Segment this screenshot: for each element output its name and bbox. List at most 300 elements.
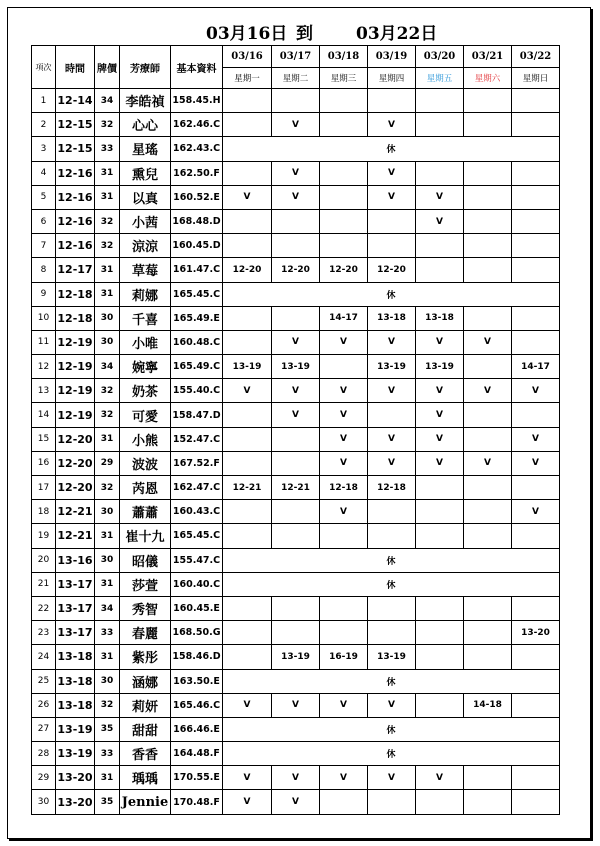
row-index: 12 [32,355,56,379]
schedule-cell [272,451,320,475]
schedule-cell [223,451,272,475]
schedule-cell [512,476,560,500]
row-info: 168.50.G [171,621,223,645]
row-price: 32 [95,209,120,233]
table-row [32,766,560,790]
schedule-cell [512,790,560,814]
header-date: 03/16 [223,46,272,68]
row-name: 草莓 [120,258,171,282]
header-date: 03/19 [368,46,416,68]
schedule-cell: V [272,766,320,790]
header-weekday-friday: 星期五 [416,68,464,89]
schedule-cell [464,427,512,451]
schedule-cell: 12-20 [368,258,416,282]
row-time: 12-16 [56,209,95,233]
row-info: 162.43.C [171,137,223,161]
schedule-cell [464,355,512,379]
table-row [32,500,560,524]
schedule-title [0,19,600,43]
row-info: 164.48.F [171,742,223,766]
row-index: 29 [32,766,56,790]
row-index: 20 [32,548,56,572]
schedule-cell [464,258,512,282]
row-info: 170.48.F [171,790,223,814]
rest-cell: 休 [223,137,560,161]
row-info: 162.47.C [171,476,223,500]
row-index: 13 [32,379,56,403]
row-name: 春麗 [120,621,171,645]
schedule-cell: V [368,451,416,475]
row-info: 160.40.C [171,572,223,596]
row-time: 13-18 [56,645,95,669]
row-index: 2 [32,113,56,137]
row-index: 26 [32,693,56,717]
schedule-cell [223,89,272,113]
schedule-cell: 13-19 [368,645,416,669]
schedule-cell [320,621,368,645]
row-index: 28 [32,742,56,766]
row-price: 34 [95,596,120,620]
schedule-cell [464,524,512,548]
schedule-cell: 12-21 [223,476,272,500]
schedule-cell: V [464,379,512,403]
schedule-cell: V [416,427,464,451]
table-row [32,427,560,451]
schedule-cell [512,185,560,209]
schedule-cell [320,355,368,379]
schedule-cell [464,234,512,258]
rest-cell: 休 [223,669,560,693]
row-time: 12-18 [56,306,95,330]
row-price: 31 [95,282,120,306]
schedule-cell: V [320,500,368,524]
row-info: 167.52.F [171,451,223,475]
schedule-cell: V [320,766,368,790]
row-info: 161.47.C [171,258,223,282]
schedule-cell: 12-18 [320,476,368,500]
schedule-cell: V [416,451,464,475]
schedule-cell: V [368,379,416,403]
schedule-cell [512,258,560,282]
row-name: 婉寧 [120,355,171,379]
row-time: 13-20 [56,766,95,790]
row-time: 12-21 [56,500,95,524]
schedule-cell: V [272,693,320,717]
row-name: 奶茶 [120,379,171,403]
schedule-cell [272,427,320,451]
row-time: 12-16 [56,185,95,209]
schedule-cell: V [320,403,368,427]
header-weekday-saturday: 星期六 [464,68,512,89]
header-weekday: 星期三 [320,68,368,89]
schedule-cell [464,306,512,330]
schedule-cell [223,500,272,524]
rest-cell: 休 [223,548,560,572]
schedule-cell: V [464,451,512,475]
row-name: 涵娜 [120,669,171,693]
schedule-cell: 13-19 [272,645,320,669]
header-date: 03/22 [512,46,560,68]
schedule-cell: V [223,790,272,814]
schedule-cell: V [368,330,416,354]
schedule-cell [464,403,512,427]
schedule-cell [272,209,320,233]
schedule-cell [464,209,512,233]
schedule-cell [272,306,320,330]
title-start-date: 03月16日 [206,24,288,44]
row-index: 8 [32,258,56,282]
schedule-cell: 13-18 [368,306,416,330]
row-time: 12-16 [56,161,95,185]
schedule-cell: 13-19 [223,355,272,379]
row-name: 莉妍 [120,693,171,717]
row-name: 小茜 [120,209,171,233]
row-time: 12-18 [56,282,95,306]
table-row [32,693,560,717]
table-row [32,790,560,814]
row-price: 32 [95,379,120,403]
row-name: 小唯 [120,330,171,354]
schedule-cell: V [416,766,464,790]
schedule-cell [416,89,464,113]
row-time: 13-19 [56,742,95,766]
row-price: 30 [95,669,120,693]
schedule-cell [223,596,272,620]
row-price: 30 [95,330,120,354]
schedule-cell: V [512,500,560,524]
schedule-cell [272,621,320,645]
schedule-cell [512,645,560,669]
schedule-cell [223,209,272,233]
schedule-cell: 12-20 [223,258,272,282]
row-price: 31 [95,427,120,451]
schedule-cell [368,403,416,427]
row-price: 32 [95,476,120,500]
row-price: 34 [95,89,120,113]
row-time: 12-19 [56,355,95,379]
row-name: Jennie [120,790,171,814]
row-time: 13-16 [56,548,95,572]
schedule-cell [223,645,272,669]
schedule-cell: 12-18 [368,476,416,500]
row-name: 昭儀 [120,548,171,572]
rest-cell: 休 [223,717,560,741]
schedule-cell: V [416,185,464,209]
row-price: 31 [95,258,120,282]
schedule-cell: 12-21 [272,476,320,500]
row-info: 160.45.E [171,596,223,620]
schedule-cell [512,306,560,330]
row-info: 165.46.C [171,693,223,717]
row-info: 163.50.E [171,669,223,693]
schedule-cell [512,113,560,137]
row-index: 16 [32,451,56,475]
title-to: 到 [296,24,313,44]
row-index: 18 [32,500,56,524]
row-price: 30 [95,306,120,330]
row-index: 6 [32,209,56,233]
schedule-cell [223,403,272,427]
row-time: 13-18 [56,669,95,693]
row-info: 155.40.C [171,379,223,403]
row-time: 12-16 [56,234,95,258]
row-time: 12-19 [56,403,95,427]
schedule-cell: 13-19 [368,355,416,379]
row-time: 13-18 [56,693,95,717]
schedule-cell [464,766,512,790]
row-time: 13-19 [56,717,95,741]
schedule-cell [416,596,464,620]
schedule-cell [464,161,512,185]
row-time: 12-21 [56,524,95,548]
row-info: 162.46.C [171,113,223,137]
schedule-cell: V [368,185,416,209]
schedule-cell [272,596,320,620]
schedule-cell: V [223,766,272,790]
schedule-cell: 14-18 [464,693,512,717]
rest-cell: 休 [223,742,560,766]
row-index: 10 [32,306,56,330]
row-index: 27 [32,717,56,741]
schedule-cell [320,89,368,113]
schedule-cell: V [272,403,320,427]
row-time: 12-20 [56,451,95,475]
schedule-cell: V [272,790,320,814]
row-time: 13-17 [56,596,95,620]
row-info: 158.47.D [171,403,223,427]
row-info: 160.52.E [171,185,223,209]
schedule-cell [320,790,368,814]
row-index: 4 [32,161,56,185]
table-row [32,258,560,282]
row-name: 秀智 [120,596,171,620]
row-name: 心心 [120,113,171,137]
schedule-cell: 12-20 [272,258,320,282]
row-info: 162.50.F [171,161,223,185]
schedule-cell [464,89,512,113]
header-weekday: 星期日 [512,68,560,89]
row-index: 11 [32,330,56,354]
schedule-cell: V [320,379,368,403]
row-name: 崔十九 [120,524,171,548]
row-index: 30 [32,790,56,814]
schedule-cell: V [416,379,464,403]
row-index: 19 [32,524,56,548]
schedule-cell: V [320,693,368,717]
row-price: 31 [95,572,120,596]
table-row [32,137,560,161]
schedule-cell [368,524,416,548]
row-info: 166.46.E [171,717,223,741]
table-row [32,742,560,766]
schedule-cell [512,234,560,258]
schedule-cell [320,113,368,137]
header-name: 芳療師 [120,46,171,89]
schedule-cell [223,234,272,258]
schedule-table [31,45,560,815]
schedule-cell [368,596,416,620]
row-name: 涼涼 [120,234,171,258]
row-price: 33 [95,742,120,766]
row-index: 1 [32,89,56,113]
row-info: 165.49.E [171,306,223,330]
table-row [32,645,560,669]
table-row [32,476,560,500]
row-info: 165.45.C [171,524,223,548]
row-index: 7 [32,234,56,258]
schedule-cell [320,596,368,620]
schedule-cell: 14-17 [512,355,560,379]
table-row [32,717,560,741]
row-info: 158.46.D [171,645,223,669]
schedule-cell [223,161,272,185]
row-info: 170.55.E [171,766,223,790]
schedule-cell [368,234,416,258]
schedule-cell: 13-19 [272,355,320,379]
table-row [32,572,560,596]
schedule-cell: 14-17 [320,306,368,330]
row-price: 31 [95,766,120,790]
schedule-cell: V [512,451,560,475]
row-price: 31 [95,185,120,209]
schedule-cell: V [223,379,272,403]
schedule-cell [368,621,416,645]
table-row [32,669,560,693]
schedule-cell: V [320,330,368,354]
header-date: 03/20 [416,46,464,68]
row-time: 13-17 [56,621,95,645]
schedule-cell: V [368,766,416,790]
schedule-cell: 12-20 [320,258,368,282]
row-name: 以真 [120,185,171,209]
row-info: 168.48.D [171,209,223,233]
schedule-cell [223,330,272,354]
schedule-cell: V [368,113,416,137]
schedule-cell [416,500,464,524]
schedule-cell [223,113,272,137]
schedule-cell [512,766,560,790]
schedule-cell: V [223,185,272,209]
row-info: 155.47.C [171,548,223,572]
row-index: 25 [32,669,56,693]
row-name: 李皓禎 [120,89,171,113]
header-date: 03/17 [272,46,320,68]
schedule-cell [223,306,272,330]
row-price: 34 [95,355,120,379]
schedule-cell [223,427,272,451]
schedule-cell: V [512,379,560,403]
table-row [32,282,560,306]
header-price: 牌價 [95,46,120,89]
row-name: 莉娜 [120,282,171,306]
schedule-cell [272,500,320,524]
schedule-cell [416,476,464,500]
table-row [32,113,560,137]
row-price: 33 [95,137,120,161]
row-price: 31 [95,161,120,185]
row-name: 小熊 [120,427,171,451]
title-end-date: 03月22日 [356,24,438,44]
row-info: 152.47.C [171,427,223,451]
header-info: 基本資料 [171,46,223,89]
schedule-cell: V [512,427,560,451]
table-row [32,596,560,620]
table-row [32,524,560,548]
row-index: 14 [32,403,56,427]
schedule-cell: V [272,185,320,209]
row-time: 12-20 [56,476,95,500]
schedule-cell [464,645,512,669]
row-name: 熏兒 [120,161,171,185]
row-time: 12-14 [56,89,95,113]
schedule-cell [464,185,512,209]
row-name: 星瑤 [120,137,171,161]
header-time: 時間 [56,46,95,89]
schedule-cell [512,596,560,620]
row-price: 32 [95,234,120,258]
schedule-cell [223,621,272,645]
schedule-cell [272,89,320,113]
header-weekday: 星期四 [368,68,416,89]
row-info: 160.45.D [171,234,223,258]
schedule-cell [464,790,512,814]
row-price: 31 [95,524,120,548]
schedule-cell [464,113,512,137]
row-info: 165.45.C [171,282,223,306]
row-index: 3 [32,137,56,161]
schedule-cell [512,89,560,113]
schedule-cell: V [320,427,368,451]
schedule-cell [464,596,512,620]
row-time: 12-19 [56,379,95,403]
schedule-cell: V [272,330,320,354]
schedule-cell [416,258,464,282]
row-name: 瑀瑀 [120,766,171,790]
row-index: 21 [32,572,56,596]
row-name: 芮恩 [120,476,171,500]
row-price: 29 [95,451,120,475]
table-row [32,209,560,233]
schedule-cell: 13-18 [416,306,464,330]
row-info: 165.49.C [171,355,223,379]
schedule-cell [512,209,560,233]
row-name: 波波 [120,451,171,475]
row-index: 22 [32,596,56,620]
row-price: 30 [95,500,120,524]
schedule-cell [320,161,368,185]
schedule-cell [416,693,464,717]
schedule-cell [512,403,560,427]
schedule-cell [416,524,464,548]
row-price: 32 [95,113,120,137]
schedule-cell [320,209,368,233]
table-row [32,379,560,403]
row-name: 香香 [120,742,171,766]
schedule-cell [320,524,368,548]
schedule-cell [416,113,464,137]
schedule-cell: V [416,209,464,233]
row-time: 12-17 [56,258,95,282]
row-index: 23 [32,621,56,645]
schedule-cell [368,790,416,814]
table-row [32,330,560,354]
header-date: 03/18 [320,46,368,68]
row-price: 33 [95,621,120,645]
header-index: 項次 [32,46,56,89]
schedule-cell [512,693,560,717]
schedule-cell [320,234,368,258]
table-row [32,621,560,645]
